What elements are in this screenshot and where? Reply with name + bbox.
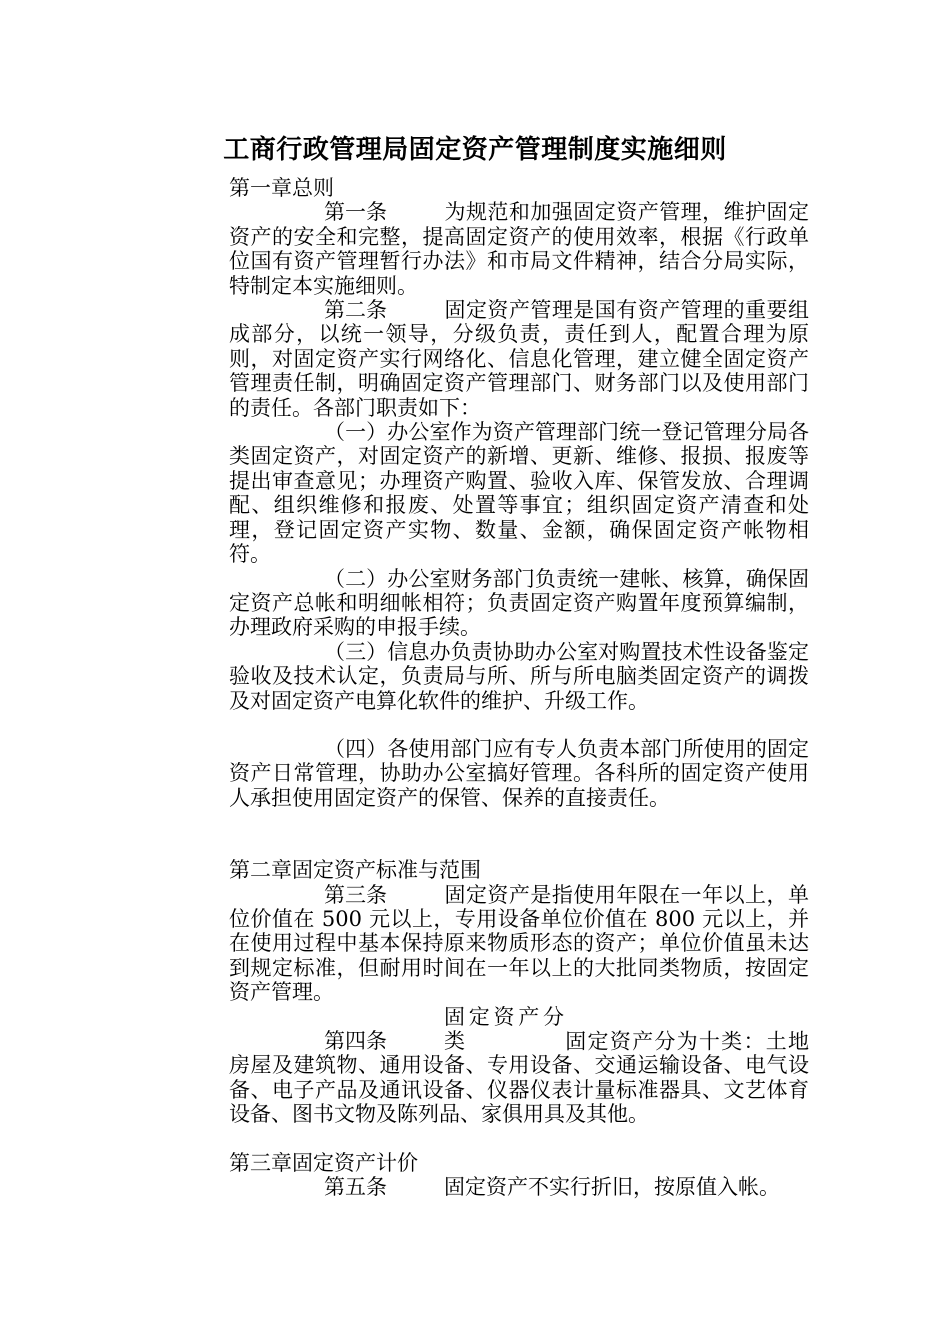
spacer xyxy=(229,810,809,858)
chapter-heading: 第一章总则 xyxy=(229,176,334,200)
list-item: （四）各使用部门应有专人负责本部门所使用的固定资产日常管理，协助办公室搞好管理。各科所的固定资产使用人承担使用固定资产的保管、保养的直接责任。 xyxy=(229,736,809,810)
chapter-heading: 第二章固定资产标准与范围 xyxy=(229,858,481,883)
list-item: （一）办公室作为资产管理部门统一登记管理分局各类固定资产，对固定资产的新增、更新、维修、报损、报废等提出审查意见；办理资产购置、验收入库、保管发放、合理调配、组织维修和报废、处置等事宜；组织固定资产清查和处理，登记固定资产实物、数量、金额，确保固定资产帐物相符。 xyxy=(229,420,809,567)
document-title: 工商行政管理局固定资产管理制度实施细则 xyxy=(223,135,727,165)
document-body xyxy=(229,176,809,1199)
article-label: 第一条 xyxy=(324,200,387,225)
article-text: 固定资产分为十类：土地房屋及建筑物、通用设备、专用设备、交通运输设备、电气设备、电子产品及通讯设备、仪器仪表计量标准器具、文艺体育设备、图书文物及陈列品、家俱用具及其他。 xyxy=(229,1029,809,1127)
article-label: 第四条 xyxy=(324,1029,387,1053)
article-text: 固定资产是指使用年限在一年以上，单位价值在 500 元以上，专用设备单位价值在 800 元以上，并在使用过程中基本保持原来物质形态的资产；单位价值虽未达到规定标准，但耐用时间在一年以上的大批同类物质，按固定资产管理。 xyxy=(229,882,809,1005)
spacer xyxy=(229,1127,809,1151)
article-text: 固定资产管理是国有资产管理的重要组成部分，以统一领导，分级负责，责任到人，配置合理为原则，对固定资产实行网络化、信息化管理，建立健全固定资产管理责任制，明确固定资产管理部门、财务部门以及使用部门的责任。各部门职责如下： xyxy=(229,298,809,420)
article-paragraph xyxy=(229,200,809,298)
chapter-heading: 第三章固定资产计价 xyxy=(229,1150,418,1175)
list-item: （三）信息办负责协助办公室对购置技术性设备鉴定验收及技术认定，负责局与所、所与所电脑类固定资产的调拨及对固定资产电算化软件的维护、升级工作。 xyxy=(229,639,809,713)
spacer xyxy=(229,713,809,737)
article-paragraph xyxy=(229,883,809,1005)
article-paragraph xyxy=(229,298,809,420)
article-sublabel: 固定资产分类 xyxy=(444,1004,564,1053)
article-paragraph xyxy=(229,1175,809,1199)
article-paragraph xyxy=(229,1005,809,1127)
list-item: （二）办公室财务部门负责统一建帐、核算，确保固定资产总帐和明细帐相符；负责固定资产购置年度预算编制，办理政府采购的申报手续。 xyxy=(229,566,809,640)
article-label: 第二条 xyxy=(324,298,387,323)
article-text: 为规范和加强固定资产管理，维护固定资产的安全和完整，提高固定资产的使用效率，根据《行政单位国有资产管理暂行办法》和市局文件精神，结合分局实际，特制定本实施细则。 xyxy=(229,200,809,298)
article-label: 第三条 xyxy=(324,882,387,907)
article-text: 固定资产不实行折旧，按原值入帐。 xyxy=(444,1175,780,1200)
article-label: 第五条 xyxy=(324,1175,387,1200)
